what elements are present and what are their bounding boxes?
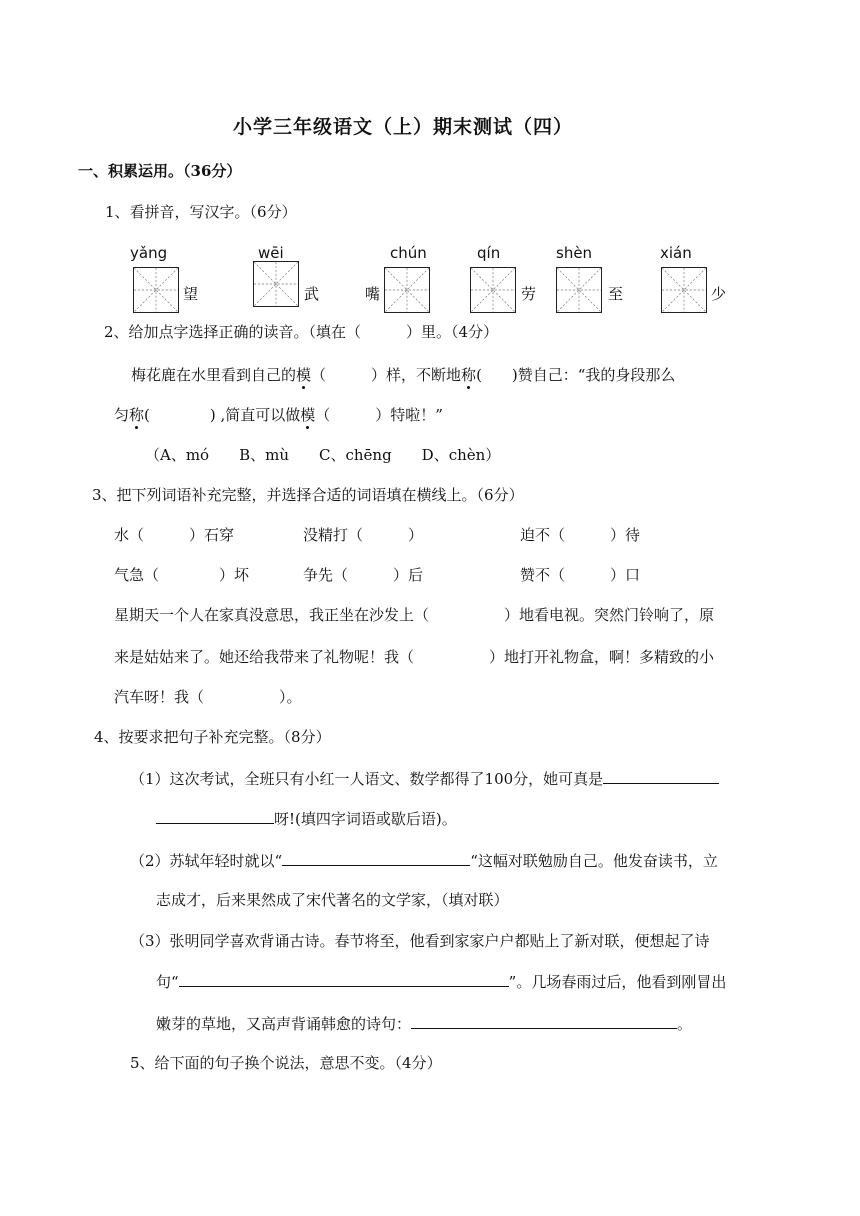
text: ”。几场春雨过后，他看到刚冒出	[508, 973, 727, 991]
question-3-heading: 3、把下列词语补充完整，并选择合适的词语填在横线上。（6分）	[92, 486, 524, 504]
text: 呀!(填四字词语或歇后语)。	[274, 810, 457, 828]
sentence-3: （3）张明同学喜欢背诵古诗。春节将至，他看到家家户户都贴上了新对联，便想起了诗	[130, 932, 710, 950]
grid-guide-lines	[471, 268, 515, 312]
word-character: 望	[183, 285, 199, 303]
grid-guide-lines	[385, 268, 429, 312]
text: “这幅对联勉励自己。他发奋读书，立	[470, 852, 718, 870]
character-writing-grid[interactable]	[556, 267, 602, 313]
word-character: 至	[608, 285, 624, 303]
sentence-3-end	[156, 1013, 692, 1034]
sentence-3-continued	[156, 971, 726, 992]
idiom-item: 气急（ ）坏	[114, 566, 250, 584]
grid-guide-lines	[557, 268, 601, 312]
text: （ ）样，不断地	[311, 366, 462, 384]
character-writing-grid[interactable]	[470, 267, 516, 313]
pinyin-label: yǎng	[130, 244, 168, 262]
question-2-line-2	[114, 405, 443, 425]
question-1-heading: 1、看拼音，写汉字。（6分）	[105, 203, 297, 221]
pinyin-label: wēi	[258, 244, 284, 262]
word-character: 劳	[521, 285, 537, 303]
grid-guide-lines	[662, 268, 706, 312]
sentence-2	[130, 850, 718, 871]
grid-guide-lines	[254, 262, 298, 306]
pinyin-label: qín	[477, 244, 501, 262]
pinyin-label: chún	[390, 244, 427, 262]
word-character: 武	[304, 285, 320, 303]
dotted-character: 模	[296, 366, 312, 384]
idiom-item: 迫不（ ）待	[520, 526, 641, 544]
section-heading: 一、积累运用。（36分）	[78, 162, 242, 180]
idiom-item: 赞不（ ）口	[520, 566, 641, 584]
sentence-1	[130, 768, 719, 789]
text: 句“	[156, 973, 179, 991]
text: 。	[677, 1015, 693, 1033]
question-2-heading: 2、给加点字选择正确的读音。（填在（ ）里。（4分）	[104, 323, 499, 341]
answer-blank[interactable]	[282, 850, 470, 866]
answer-blank[interactable]	[603, 768, 719, 784]
idiom-item: 没精打（ ）	[303, 526, 424, 544]
character-writing-grid[interactable]	[661, 267, 707, 313]
paragraph-line: 星期天一个人在家真没意思，我正坐在沙发上（ ）地看电视。突然门铃响了，原	[114, 606, 715, 624]
idiom-item: 争先（ ）后	[303, 566, 424, 584]
dotted-character: 称	[461, 366, 477, 384]
text: （1）这次考试，全班只有小红一人语文、数学都得了100分，她可真是	[130, 770, 604, 788]
pinyin-label: shèn	[556, 244, 593, 262]
question-2-line-1	[131, 365, 675, 385]
pinyin-label: xián	[660, 244, 692, 262]
text: （2）苏轼年轻时就以“	[130, 852, 283, 870]
answer-blank[interactable]	[179, 971, 509, 987]
character-writing-grid[interactable]	[384, 267, 430, 313]
grid-guide-lines	[134, 268, 178, 312]
text: （ ）特啦！”	[315, 406, 443, 424]
question-2-options: （A、mó B、mù C、chēng D、chèn）	[145, 446, 501, 464]
text: 匀	[114, 406, 130, 424]
question-4-heading: 4、按要求把句子补充完整。（8分）	[94, 728, 331, 746]
answer-blank[interactable]	[411, 1013, 677, 1029]
paragraph-line: 汽车呀！我（ ）。	[114, 688, 302, 706]
page-title: 小学三年级语文（上）期末测试（四）	[233, 116, 574, 138]
character-writing-grid[interactable]	[133, 267, 179, 313]
text: 梅花鹿在水里看到自己的	[131, 366, 297, 384]
dotted-character: 称	[129, 406, 145, 424]
character-writing-grid[interactable]	[253, 261, 299, 307]
question-5-heading: 5、给下面的句子换个说法，意思不变。（4分）	[130, 1054, 442, 1072]
word-character: 嘴	[365, 285, 381, 303]
text: ( )赞自己：“我的身段那么	[476, 366, 676, 384]
sentence-1-continued	[156, 808, 457, 829]
answer-blank[interactable]	[156, 808, 274, 824]
dotted-character: 模	[300, 406, 316, 424]
word-character: 少	[711, 285, 727, 303]
text: ( ) ,简直可以做	[144, 406, 301, 424]
idiom-item: 水（ ）石穿	[114, 526, 235, 544]
paragraph-line: 来是姑姑来了。她还给我带来了礼物呢！我（ ）地打开礼物盒，啊！多精致的小	[114, 648, 715, 666]
text: 嫩芽的草地，又高声背诵韩愈的诗句：	[156, 1015, 412, 1033]
sentence-2-continued: 志成才，后来果然成了宋代著名的文学家，（填对联）	[156, 891, 509, 909]
